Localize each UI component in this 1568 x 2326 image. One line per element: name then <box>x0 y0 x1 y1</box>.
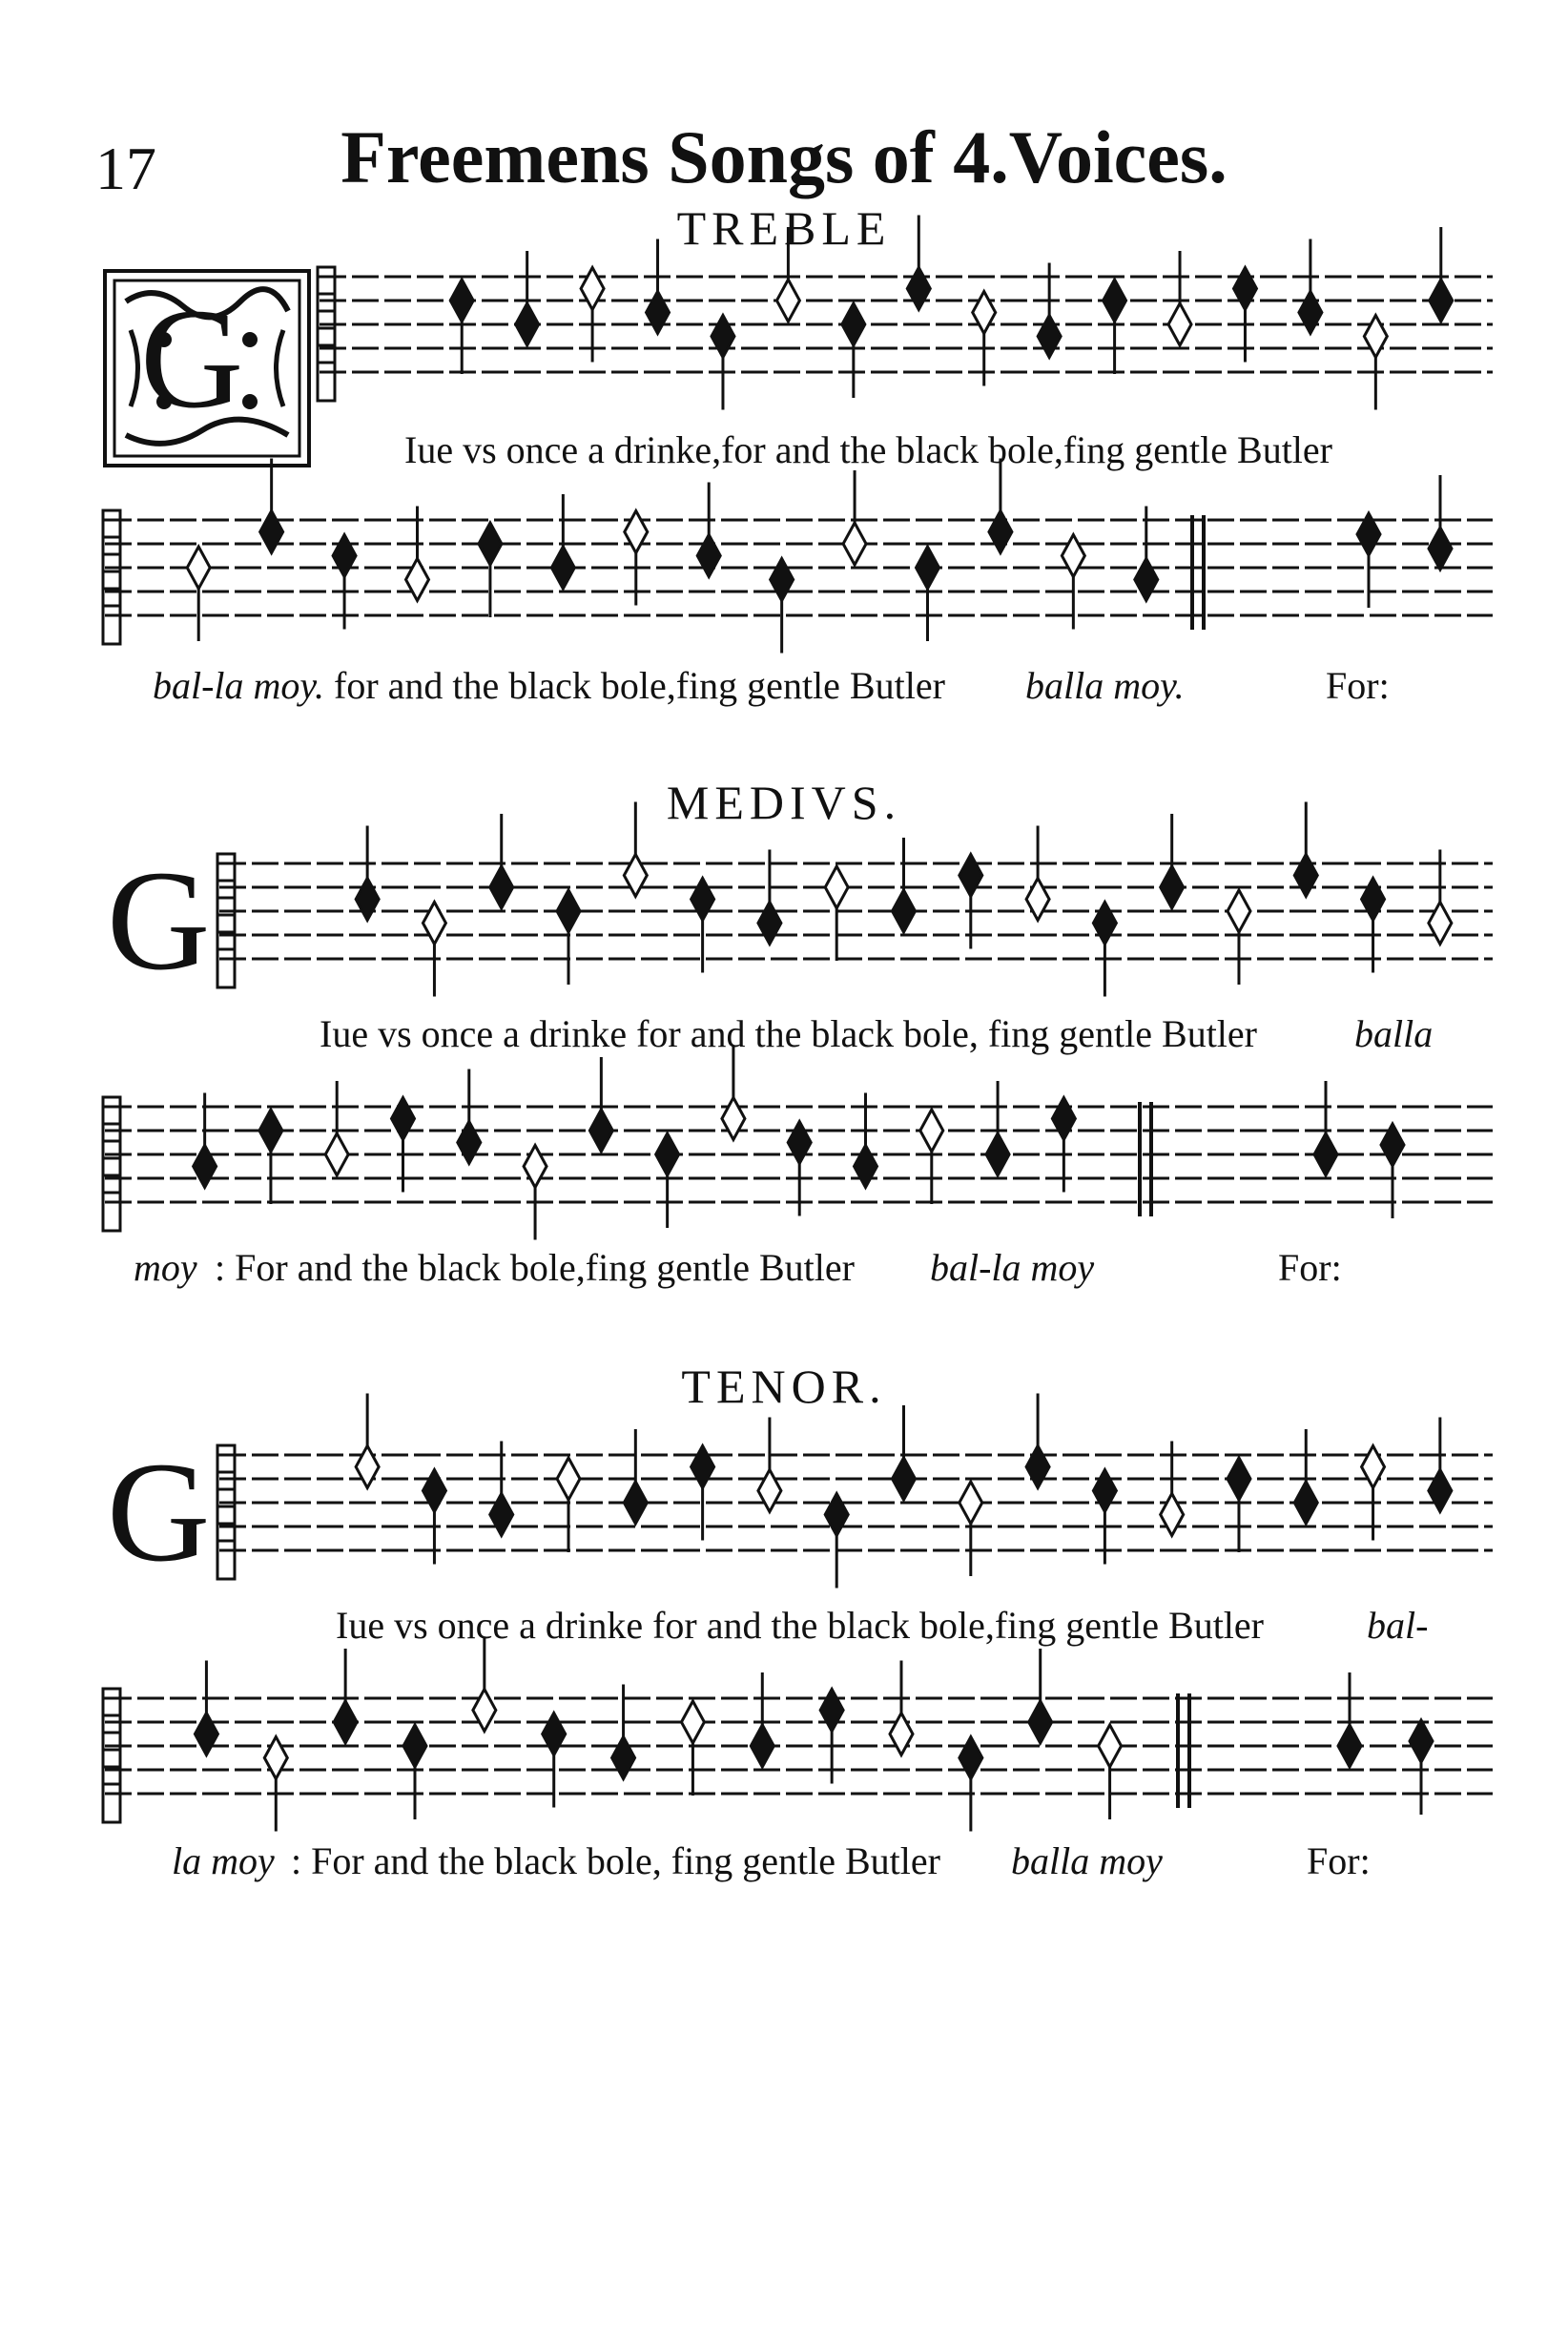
note-icon <box>820 1690 843 1732</box>
note-icon <box>890 1713 913 1755</box>
note-icon <box>989 511 1012 553</box>
note-icon <box>612 1737 635 1779</box>
note-icon <box>825 1494 848 1536</box>
note-icon <box>907 268 930 310</box>
note-icon <box>423 903 445 945</box>
note-icon <box>1294 1482 1317 1524</box>
part-title-tenor: TENOR. <box>681 1360 887 1413</box>
note-icon <box>825 866 848 908</box>
note-icon <box>1410 1720 1433 1762</box>
note-icon <box>920 1110 943 1152</box>
note-icon <box>681 1701 704 1743</box>
lyric-treble-2b: for and the black bole,fing gentle Butler <box>334 664 945 707</box>
note-icon <box>458 1122 481 1164</box>
part-title-treble: TREBLE <box>676 201 892 255</box>
clef-icon <box>217 1445 235 1579</box>
note-icon <box>356 879 379 921</box>
clef-icon <box>103 510 120 644</box>
note-icon <box>959 1482 982 1524</box>
clef-icon <box>217 854 235 987</box>
note-icon <box>842 303 865 345</box>
note-icon <box>1429 903 1452 945</box>
note-icon <box>959 1737 982 1779</box>
lyric-treble-2a: bal-la moy. <box>153 664 324 707</box>
note-icon <box>259 1110 282 1152</box>
note-icon <box>1338 1725 1361 1767</box>
note-icon <box>1294 855 1317 897</box>
page-number: 17 <box>95 135 156 202</box>
note-icon <box>1429 528 1452 570</box>
note-icon <box>1362 1446 1385 1488</box>
note-icon <box>543 1713 566 1755</box>
note-icon <box>195 1713 217 1755</box>
note-icon <box>1026 879 1049 921</box>
note-icon <box>333 535 356 577</box>
note-icon <box>771 559 794 601</box>
note-icon <box>843 523 866 565</box>
clef-icon <box>103 1689 120 1822</box>
note-icon <box>758 903 781 945</box>
note-icon <box>855 1146 877 1188</box>
note-icon <box>403 1725 426 1767</box>
lyric-treble-1: Iue vs once a drinke,for and the black bole,fing gentle Butler <box>404 428 1332 471</box>
note-icon <box>712 316 734 358</box>
lyric-medius-2a: moy <box>134 1246 197 1289</box>
note-icon <box>1168 303 1191 345</box>
note-icon <box>450 280 473 322</box>
note-icon <box>788 1122 811 1164</box>
note-icon <box>1364 316 1387 358</box>
note-icon <box>1362 879 1385 921</box>
note-icon <box>490 866 513 908</box>
note-icon <box>1430 280 1453 322</box>
clef-icon <box>318 267 335 401</box>
note-icon <box>691 879 714 921</box>
note-icon <box>893 890 916 932</box>
lyric-treble-2c: balla moy. <box>1025 664 1185 707</box>
part-title-medius: MEDIVS. <box>666 776 902 829</box>
note-icon <box>1228 890 1250 932</box>
note-icon <box>1314 1133 1337 1175</box>
note-icon <box>325 1133 348 1175</box>
page-title: Freemens Songs of 4.Voices. <box>340 115 1228 198</box>
note-icon <box>194 1146 217 1188</box>
lyric-treble-end: For: <box>1326 664 1390 707</box>
lyric-tenor-2c: balla moy <box>1011 1839 1163 1882</box>
note-icon <box>516 303 539 345</box>
lyric-medius-1: Iue vs once a drinke for and the black bole, fing gentle Butler <box>320 1012 1257 1055</box>
note-icon <box>524 1146 547 1188</box>
note-icon <box>479 523 502 565</box>
note-icon <box>490 1494 513 1536</box>
note-icon <box>624 855 647 897</box>
lyric-tenor-end: For: <box>1307 1839 1371 1882</box>
note-icon <box>1093 903 1116 945</box>
note-icon <box>557 1458 580 1500</box>
note-icon <box>1038 316 1061 358</box>
drop-cap: G <box>140 280 244 438</box>
note-icon <box>392 1098 415 1140</box>
note-icon <box>1228 1458 1250 1500</box>
note-icon <box>758 1470 781 1512</box>
lyric-medius-2c: bal-la moy <box>930 1246 1095 1289</box>
note-icon <box>423 1470 445 1512</box>
lyric-medius-end: For: <box>1278 1246 1342 1289</box>
note-icon <box>776 280 799 322</box>
note-icon <box>581 268 604 310</box>
lyric-medius-1i: balla <box>1354 1012 1434 1055</box>
note-icon <box>959 855 982 897</box>
lyric-tenor-1i: bal- <box>1367 1604 1429 1647</box>
note-icon <box>356 1446 379 1488</box>
clef-icon <box>103 1097 120 1231</box>
note-icon <box>334 1701 357 1743</box>
note-icon <box>647 292 670 334</box>
note-icon <box>1299 292 1322 334</box>
note-icon <box>1429 1470 1452 1512</box>
note-icon <box>264 1737 287 1779</box>
note-icon <box>1161 1494 1184 1536</box>
note-icon <box>697 535 720 577</box>
note-icon <box>1104 280 1126 322</box>
note-icon <box>260 511 283 553</box>
note-icon <box>473 1690 496 1732</box>
drop-cap: G <box>107 841 211 1000</box>
note-icon <box>986 1133 1009 1175</box>
note-icon <box>1026 1446 1049 1488</box>
note-icon <box>973 292 996 334</box>
note-icon <box>624 1482 647 1524</box>
note-icon <box>1161 866 1184 908</box>
note-icon <box>1135 559 1158 601</box>
drop-cap: G <box>107 1433 211 1591</box>
note-icon <box>406 559 429 601</box>
note-icon <box>625 511 648 553</box>
lyric-tenor-1: Iue vs once a drinke for and the black bole,fing gentle Butler <box>336 1604 1264 1647</box>
lyric-tenor-2b: : For and the black bole, fing gentle Butler <box>291 1839 940 1882</box>
note-icon <box>551 547 574 589</box>
note-icon <box>751 1725 774 1767</box>
note-icon <box>187 547 210 589</box>
lyric-medius-2b: : For and the black bole,fing gentle Butler <box>215 1246 855 1289</box>
note-icon <box>1233 268 1256 310</box>
note-icon <box>557 890 580 932</box>
note-icon <box>722 1098 745 1140</box>
note-icon <box>656 1133 679 1175</box>
lyric-tenor-2a: la moy <box>172 1839 275 1882</box>
note-icon <box>917 547 939 589</box>
note-icon <box>589 1110 612 1152</box>
note-icon <box>893 1458 916 1500</box>
note-icon <box>1099 1725 1122 1767</box>
note-icon <box>1029 1701 1052 1743</box>
note-icon <box>1052 1098 1075 1140</box>
note-icon <box>1093 1470 1116 1512</box>
note-icon <box>691 1446 714 1488</box>
note-icon <box>1062 535 1084 577</box>
